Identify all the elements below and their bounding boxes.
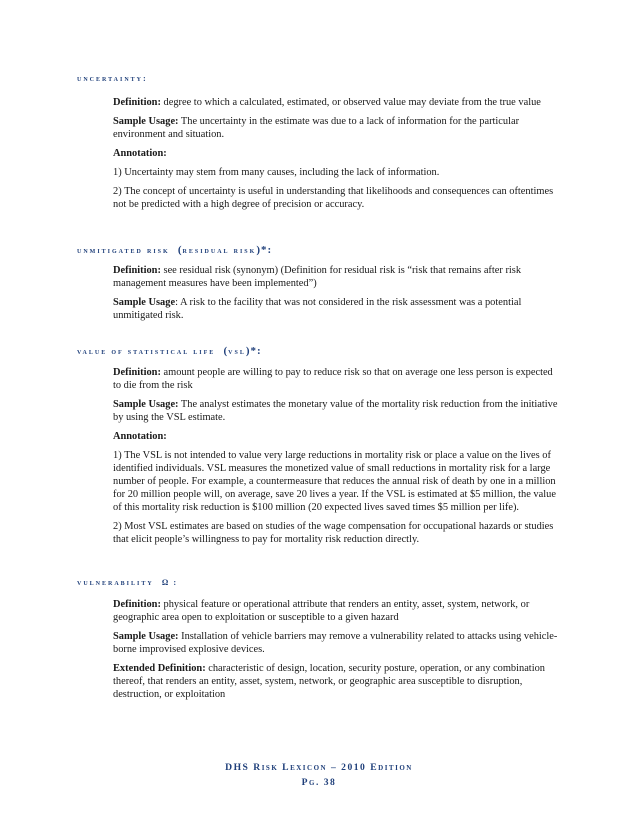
annotation-label: Annotation:: [113, 148, 167, 159]
extended-definition-paragraph: [113, 662, 563, 701]
paren-close: )*:: [256, 244, 273, 256]
term-name: vulnerability: [77, 578, 154, 587]
paren-close: )*:: [245, 345, 262, 357]
sample-usage-paragraph: [113, 630, 563, 656]
sample-usage-text: : A risk to the facility that was not considered in the risk assessment was a potential unmitigated risk.: [113, 297, 522, 321]
term-name: uncertainty: [77, 74, 144, 83]
annotation-note: 1) Uncertainty may stem from many causes, including the lack of information.: [113, 167, 440, 178]
entry-unmitigated-risk: [113, 264, 563, 328]
term-heading-uncertainty: [77, 74, 148, 83]
sample-usage-paragraph: [113, 398, 563, 424]
paren-open: (: [177, 244, 183, 256]
footer-title: DHS Risk Lexicon – 2010 Edition: [225, 762, 413, 773]
sample-usage-text: Installation of vehicle barriers may remove a vulnerability related to attacks using vehicle-borne improvised explosive devices.: [113, 631, 558, 655]
annotation-note: 2) Most VSL estimates are based on studies of the wage compensation for occupational hazards or studies that elicit people’s willingness to pay for mortality risk reduction directly.: [113, 521, 554, 545]
definition-text: amount people are willing to pay to reduce risk so that on average one less person is expected to die from the risk: [113, 367, 553, 391]
entry-value-of-statistical-life: [113, 366, 563, 552]
definition-paragraph: [113, 598, 563, 624]
sample-usage-paragraph: [113, 296, 563, 322]
entry-vulnerability: [113, 598, 563, 707]
annotation-label-paragraph: [113, 147, 563, 160]
entry-uncertainty: [113, 96, 563, 217]
definition-paragraph: [113, 96, 563, 109]
term-heading-unmitigated-risk: [77, 244, 272, 256]
sample-usage-paragraph: [113, 115, 563, 141]
definition-label: Definition:: [113, 367, 161, 378]
footer-page-number: Pg. 38: [301, 777, 337, 788]
definition-label: Definition:: [113, 265, 161, 276]
extended-definition-label: Extended Definition:: [113, 663, 206, 674]
sample-usage-label: Sample Usage: [113, 297, 176, 308]
sample-usage-label: Sample Usage:: [113, 631, 179, 642]
paren-term: vsl: [228, 347, 246, 356]
sample-usage-label: Sample Usage:: [113, 116, 179, 127]
extended-definition-text: characteristic of design, location, security posture, operation, or any combination thereof, that renders an entity, asset, system, network, or geographic area susceptible to disruption, destruction, or exploitation: [113, 663, 545, 700]
term-heading-vulnerability: [77, 576, 178, 588]
term-name: unmitigated risk: [77, 246, 170, 255]
definition-label: Definition:: [113, 97, 161, 108]
definition-text: degree to which a calculated, estimated, or observed value may deviate from the true value: [160, 97, 541, 108]
term-name: value of statistical life: [77, 347, 216, 356]
definition-label: Definition:: [113, 599, 161, 610]
paren-term: residual risk: [182, 246, 257, 255]
term-heading-value-of-statistical-life: [77, 345, 262, 357]
definition-text: see residual risk (synonym) (Definition for residual risk is “risk that remains after risk management measures have been implemented”): [113, 265, 522, 289]
term-suffix: :: [173, 578, 179, 587]
annotation-note: 1) The VSL is not intended to value very large reductions in mortality risk or place a value on the lives of identified individuals. VSL measures the monetized value of small reductions in mortality risk for a large number of people. For example, a countermeasure that reduces the annual risk of death by one in a million for 20 million people will, on average, save 20 lives a year. If the VSL is estimated at $5 million, the value of this mortality risk reduction is $100 million (20 expected lives saved times $5 million per life).: [113, 450, 556, 513]
sample-usage-label: Sample Usage:: [113, 399, 179, 410]
annotation-note: 2) The concept of uncertainty is useful in understanding that likelihoods and consequences can oftentimes not be predicted with a high degree of precision or accuracy.: [113, 186, 554, 210]
sample-usage-text: The analyst estimates the monetary value of the mortality risk reduction from the initiative by using the VSL estimate.: [113, 399, 558, 423]
annotation-label-paragraph: [113, 430, 563, 443]
omega-symbol: ω: [161, 576, 170, 588]
annotation-label: Annotation:: [113, 431, 167, 442]
definition-paragraph: [113, 366, 563, 392]
definition-paragraph: [113, 264, 563, 290]
sample-usage-text: The uncertainty in the estimate was due to a lack of information for the particular environment and situation.: [113, 116, 520, 140]
paren-open: (: [223, 345, 229, 357]
term-suffix: :: [143, 74, 148, 83]
definition-text: physical feature or operational attribute that renders an entity, asset, system, network, or geographic area open to exploitation or susceptible to a given hazard: [113, 599, 530, 623]
